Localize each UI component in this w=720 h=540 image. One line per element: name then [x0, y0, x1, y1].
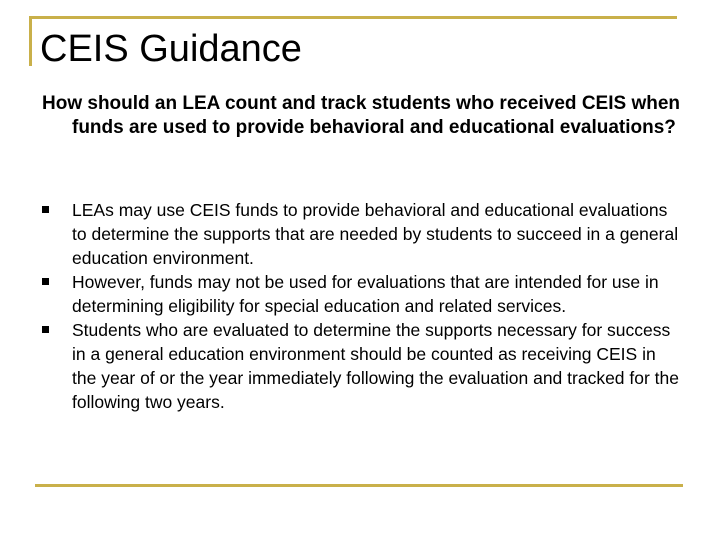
title-frame-top-rule — [29, 16, 677, 19]
bullet-text-2: However, funds may not be used for evaluations that are intended for use in determining eligibility for special education and related services. — [72, 272, 659, 316]
bullet-text-3: Students who are evaluated to determine the supports necessary for success in a general education environment should be counted as receiving CEIS in the year of or the year immediately following the evaluation and tracked for the following two years. — [72, 320, 680, 412]
square-bullet-icon — [42, 326, 49, 333]
bullet-list — [42, 198, 682, 414]
bullet-item-1 — [42, 198, 682, 270]
bottom-divider-rule — [35, 484, 683, 487]
square-bullet-icon — [42, 206, 49, 213]
title-frame-left-rule — [29, 16, 32, 66]
bullet-item-2 — [42, 270, 682, 318]
bullet-text-1: LEAs may use CEIS funds to provide behavioral and educational evaluations to determine the supports that are needed by students to succeed in a general education environment. — [72, 200, 679, 268]
slide-title: CEIS Guidance — [40, 28, 302, 70]
square-bullet-icon — [42, 278, 49, 285]
bullet-item-3 — [42, 318, 682, 414]
question-heading: How should an LEA count and track students who received CEIS when funds are used to provide behavioral and educational evaluations? — [42, 93, 681, 138]
